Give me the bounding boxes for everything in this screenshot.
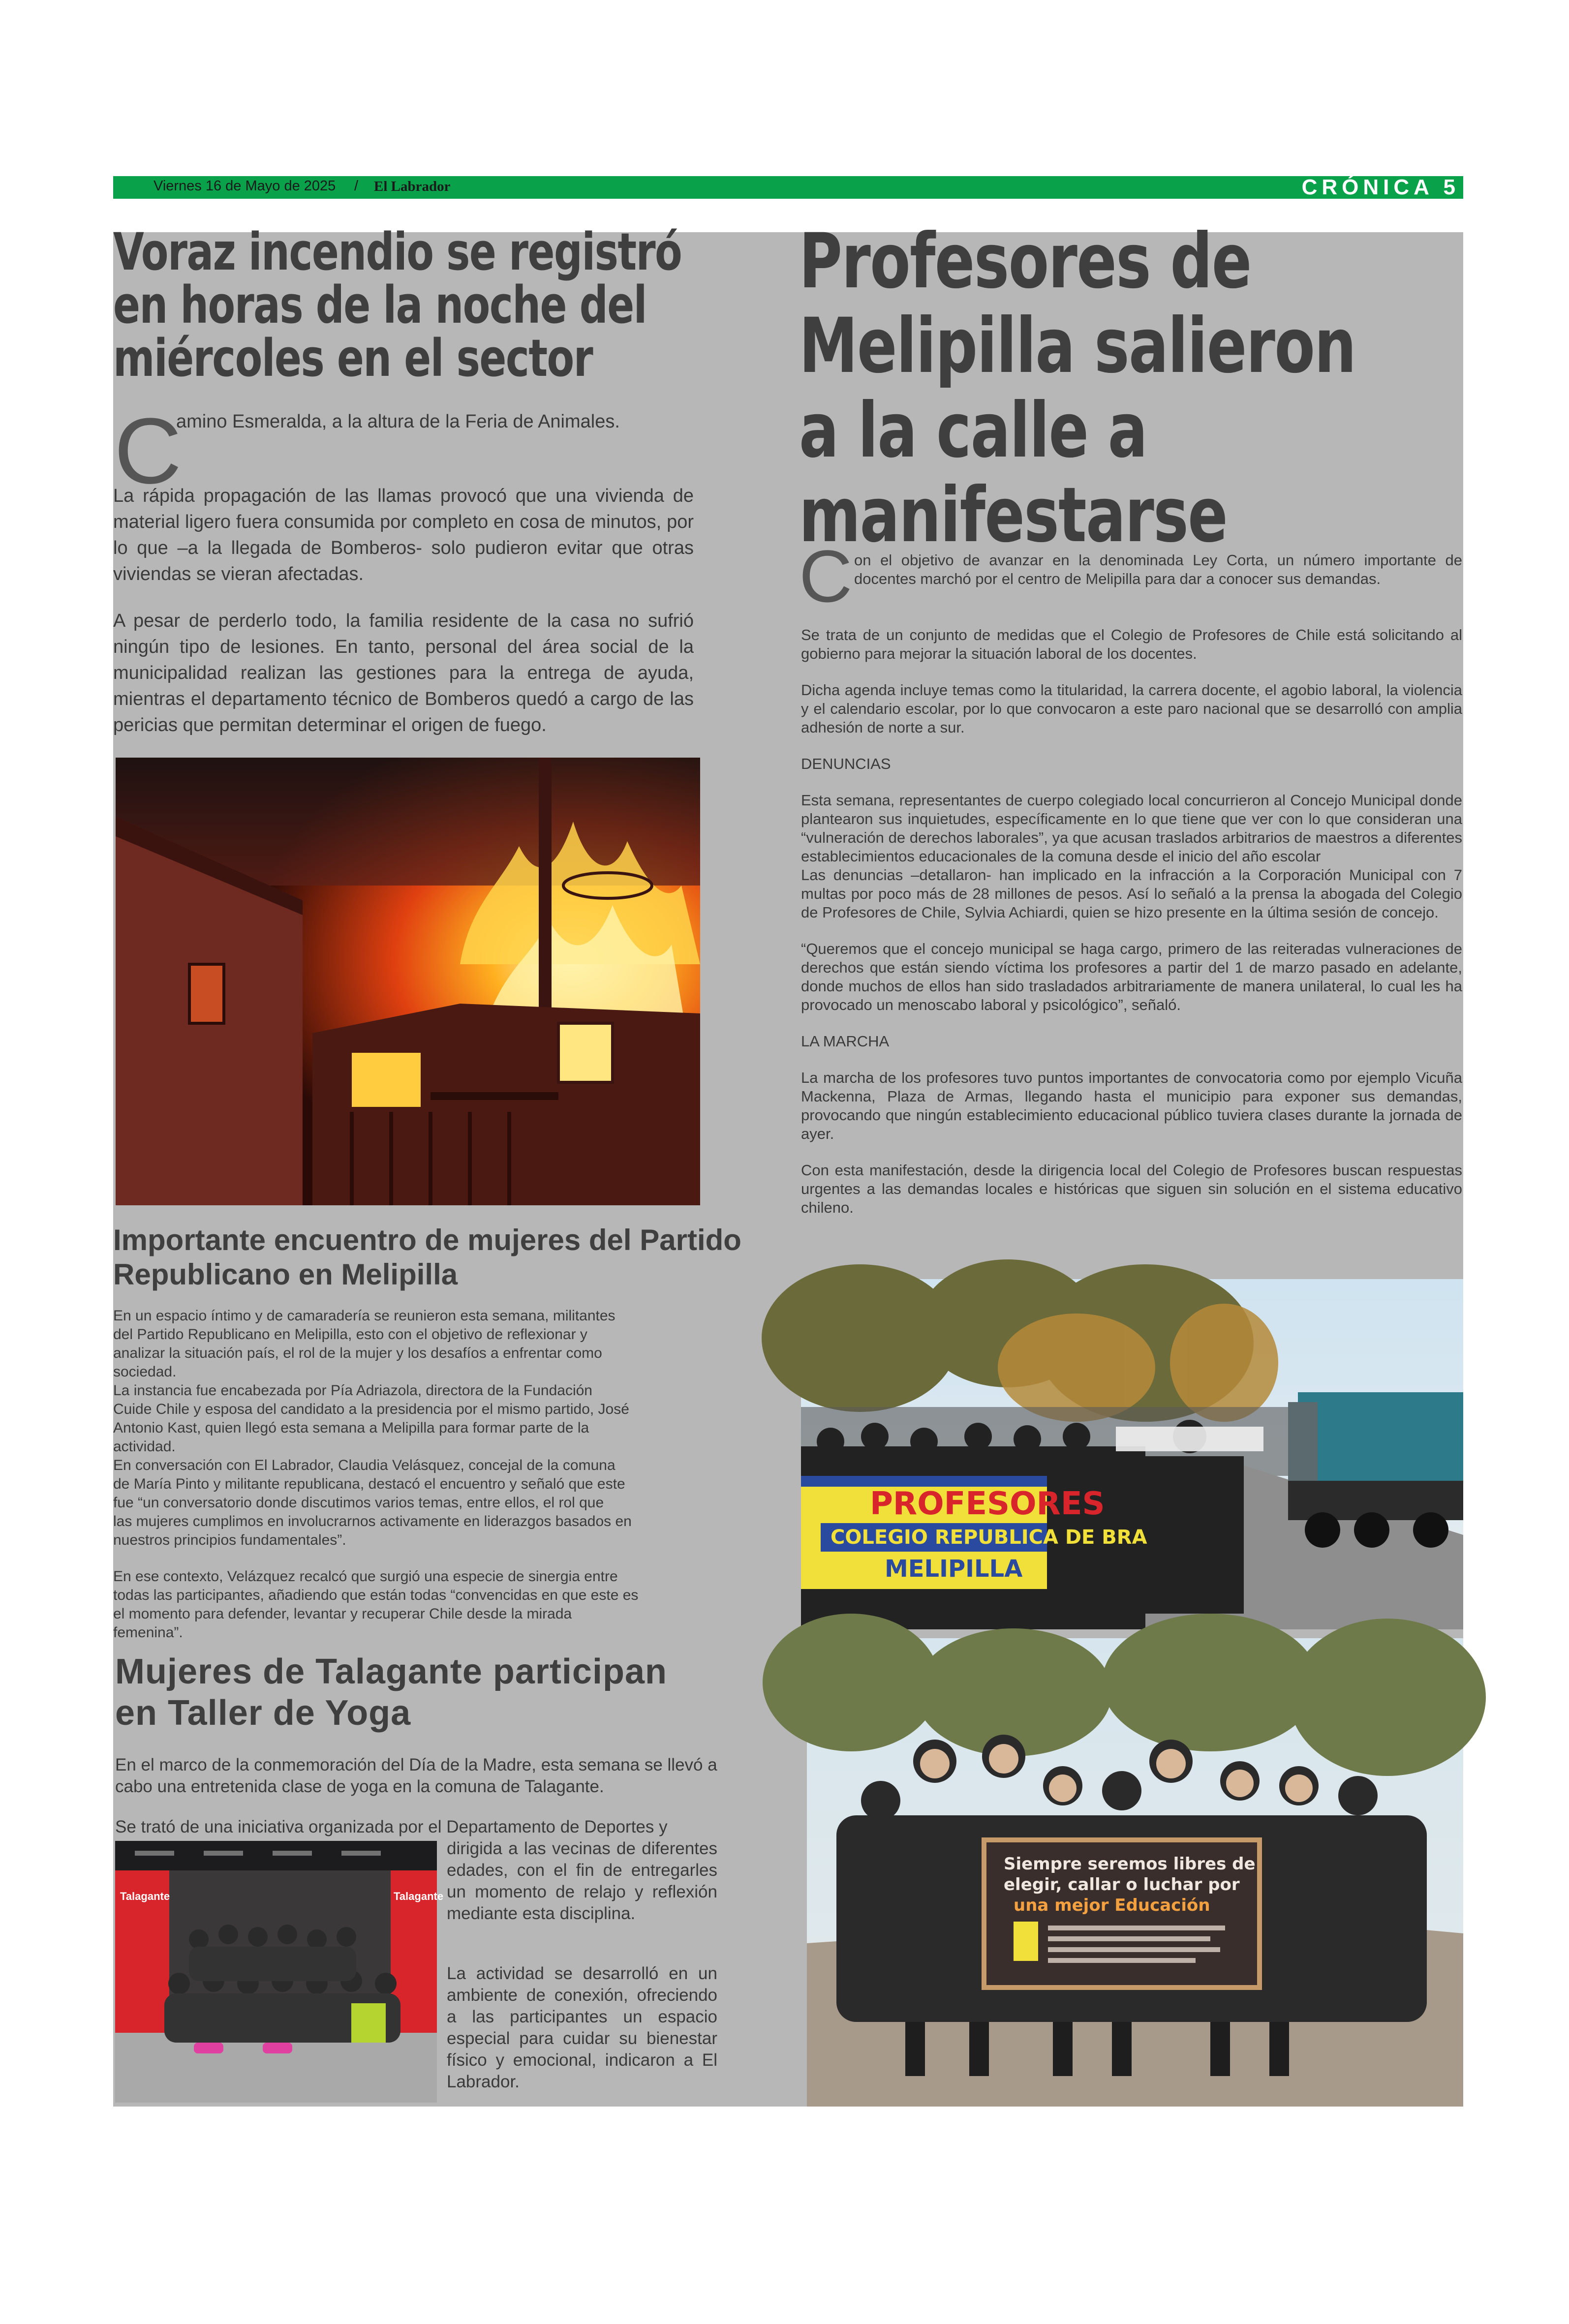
profesores-paragraph: “Queremos que el concejo municipal se haga cargo, primero de las reiteradas vulneraciones de derechos que están siendo víctima los profesores a partir del 1 de marzo pasado en adelante, donde muchos de ellos han sido trasladados arbitrariamente de manera unilateral, lo cual les ha provocado un menoscabo laboral y psicológico”, señaló. xyxy=(801,940,1462,1013)
text-line: todas las participantes, añadiendo que están todas “convencidas en que este es xyxy=(113,1587,639,1603)
issue-date: Viernes 16 de Mayo de 2025 xyxy=(154,178,336,194)
subhead-denuncias: DENUNCIAS xyxy=(801,755,891,772)
text-line: En un espacio íntimo y de camaradería se reunieron esta semana, militantes xyxy=(113,1308,615,1324)
text-line: femenina”. xyxy=(113,1624,183,1641)
profesores-paragraph: Con esta manifestación, desde la dirigencia local del Colegio de Profesores buscan respuestas urgentes a las demandas locales e históricas que siguen sin solución en el sistema educativo chileno. xyxy=(801,1162,1462,1216)
fire-lead: amino Esmeralda, a la altura de la Feria de Animales. xyxy=(176,411,620,432)
text-line: sociedad. xyxy=(113,1364,177,1380)
talagante-sign-right: Talagante xyxy=(394,1890,444,1902)
republicano-headline xyxy=(113,1223,741,1292)
banner-line: una mejor Educación xyxy=(1014,1896,1210,1915)
headline-line: Voraz incendio se registró xyxy=(113,222,682,282)
text-line: nuestros principios fundamentales”. xyxy=(113,1532,346,1548)
text-line: del Partido Republicano en Melipilla, esto con el objetivo de reflexionar y xyxy=(113,1326,587,1343)
text-line: En conversación con El Labrador, Claudia Velásquez, concejal de la comuna xyxy=(113,1457,615,1473)
banner-line: COLEGIO REPUBLICA DE BRA xyxy=(831,1526,1147,1549)
newspaper-name: El Labrador xyxy=(374,179,451,194)
profesores-headline xyxy=(799,219,1383,558)
profesores-paragraph: Esta semana, representantes de cuerpo colegiado local concurrieron al Concejo Municipal donde plantearon sus inquietudes, específicamente en lo que tiene que ver con lo que consideran una “vulneración de derechos laborales”, ya que acusan traslados arbitrarios de maestros a diferentes establecimientos educacionales de la comuna desde el inicio del año escolar xyxy=(801,792,1462,865)
banner-line: Siempre seremos libres de xyxy=(1004,1854,1256,1874)
section-page-label: CRÓNICA 5 xyxy=(1301,175,1460,199)
subhead-la-marcha: LA MARCHA xyxy=(801,1033,890,1050)
profesores-body xyxy=(801,626,1462,1217)
profesores-lead: on el objetivo de avanzar en la denominada Ley Corta, un número importante de docentes marchó por el centro de Melipilla para dar a conocer sus demandas. xyxy=(854,551,1462,587)
yoga-paragraph: dirigida a las vecinas de diferentes edades, con el fin de entregarles un momento de relajo y reflexión mediante esta disciplina. xyxy=(447,1839,717,1923)
header-separator: / xyxy=(354,178,359,194)
headline-line: Melipilla salieron xyxy=(799,302,1356,390)
text-line: el momento para defender, levantar y recuperar Chile desde la mirada xyxy=(113,1606,572,1622)
text-line: En ese contexto, Velázquez recalcó que surgió una especie de sinergia entre xyxy=(113,1568,618,1585)
talagante-sign-left: Talagante xyxy=(120,1890,170,1902)
banner-line: elegir, callar o luchar por xyxy=(1004,1875,1240,1895)
text-line: de María Pinto y militante republicana, destacó el encuentro y señaló que este xyxy=(113,1476,625,1492)
profesores-paragraph: Dicha agenda incluye temas como la titularidad, la carrera docente, el agobio laboral, la violencia y el calendario escolar, por lo que convocaron a este paro nacional que se desarrolló con amplia adhesión de norte a sur. xyxy=(801,681,1462,736)
banner-line: MELIPILLA xyxy=(885,1555,1023,1583)
fire-paragraph: La rápida propagación de las llamas provocó que una vivienda de material ligero fuera consumida por completo en cosa de minutos, por lo que –a la llegada de Bomberos- solo pudieron evitar que otras viviendas se vieran afectadas. xyxy=(113,486,694,584)
text-line: fue “un conversatorio donde discutimos varios temas, entre ellos, el rol que xyxy=(113,1495,604,1511)
yoga-paragraph-lead: Se trató de una iniciativa organizada por el Departamento de Deportes y xyxy=(115,1817,668,1836)
text-line: Antonio Kast, quien llegó esta semana a Melipilla para formar parte de la xyxy=(113,1420,589,1436)
march-photo-group xyxy=(807,1638,1463,2107)
headline-line: en horas de la noche del xyxy=(113,275,646,335)
fire-headline xyxy=(113,222,812,388)
text-line: analizar la situación país, el rol de la mujer y los desafíos a enfrentar como xyxy=(113,1345,602,1361)
headline-line: miércoles en el sector xyxy=(113,328,593,388)
text-line: Cuide Chile y esposa del candidato a la presidencia por el mismo partido, José xyxy=(113,1401,629,1417)
yoga-paragraph: La actividad se desarrolló en un ambiente de conexión, ofreciendo a las participantes un espacio especial para cuidar su bienestar físico y emocional, indicaron a El Labrador. xyxy=(447,1964,717,2091)
headline-line: Mujeres de Talagante participan xyxy=(115,1652,667,1691)
headline-line: en Taller de Yoga xyxy=(115,1693,411,1733)
headline-line: Republicano en Melipilla xyxy=(113,1258,458,1291)
headline-line: a la calle a xyxy=(799,387,1147,475)
text-line: las mujeres cumplimos en involucrarnos activamente en liderazgos basados en xyxy=(113,1513,632,1529)
march-photo-street xyxy=(801,1279,1463,1629)
headline-line: Importante encuentro de mujeres del Partido xyxy=(113,1223,741,1256)
headline-line: Profesores de xyxy=(799,217,1251,306)
fire-paragraph: A pesar de perderlo todo, la familia residente de la casa no sufrió ningún tipo de lesiones. En tanto, personal del área social de la municipalidad realizan las gestiones para la entrega de ayuda, mientras el departamento técnico de Bomberos quedó a cargo de las pericias que permitan determinar el origen de fuego. xyxy=(113,611,694,735)
profesores-paragraph: Se trata de un conjunto de medidas que el Colegio de Profesores de Chile está solicitando al gobierno para mejorar la situación laboral de los docentes. xyxy=(801,626,1462,662)
education-banner xyxy=(984,1840,1260,1988)
text-line: actividad. xyxy=(113,1438,176,1455)
headline-line: manifestarse xyxy=(799,471,1228,559)
profesores-paragraph: Las denuncias –detallaron- han implicado en la infracción a la Corporación Municipal con 7 multas por poco más de 28 millones de pesos. Así lo señaló a la prensa la abogada del Colegio de Profesores de Chile, Sylvia Achiardi, quien se hizo presente en la última sesión de concejo. xyxy=(801,866,1462,921)
republicano-body xyxy=(113,1307,694,1642)
text-line: La instancia fue encabezada por Pía Adriazola, directora de la Fundación xyxy=(113,1382,592,1399)
fire-dropcap: C xyxy=(114,399,182,503)
yoga-intro: En el marco de la conmemoración del Día de la Madre, esta semana se llevó a cabo una entretenida clase de yoga en la comuna de Talagante. xyxy=(115,1755,717,1796)
fire-photo xyxy=(116,758,700,1205)
banner-line: PROFESORES xyxy=(870,1486,1105,1522)
profesores-dropcap: C xyxy=(799,535,853,617)
yoga-headline xyxy=(115,1651,667,1734)
profesores-paragraph: La marcha de los profesores tuvo puntos importantes de convocatoria como por ejemplo Vicuña Mackenna, Plaza de Armas, llegando hasta el municipio para exponer sus demandas, provocando que ningún establecimiento educacional público tuviera clases durante la jornada de ayer. xyxy=(801,1069,1462,1142)
yoga-photo xyxy=(115,1841,444,2103)
